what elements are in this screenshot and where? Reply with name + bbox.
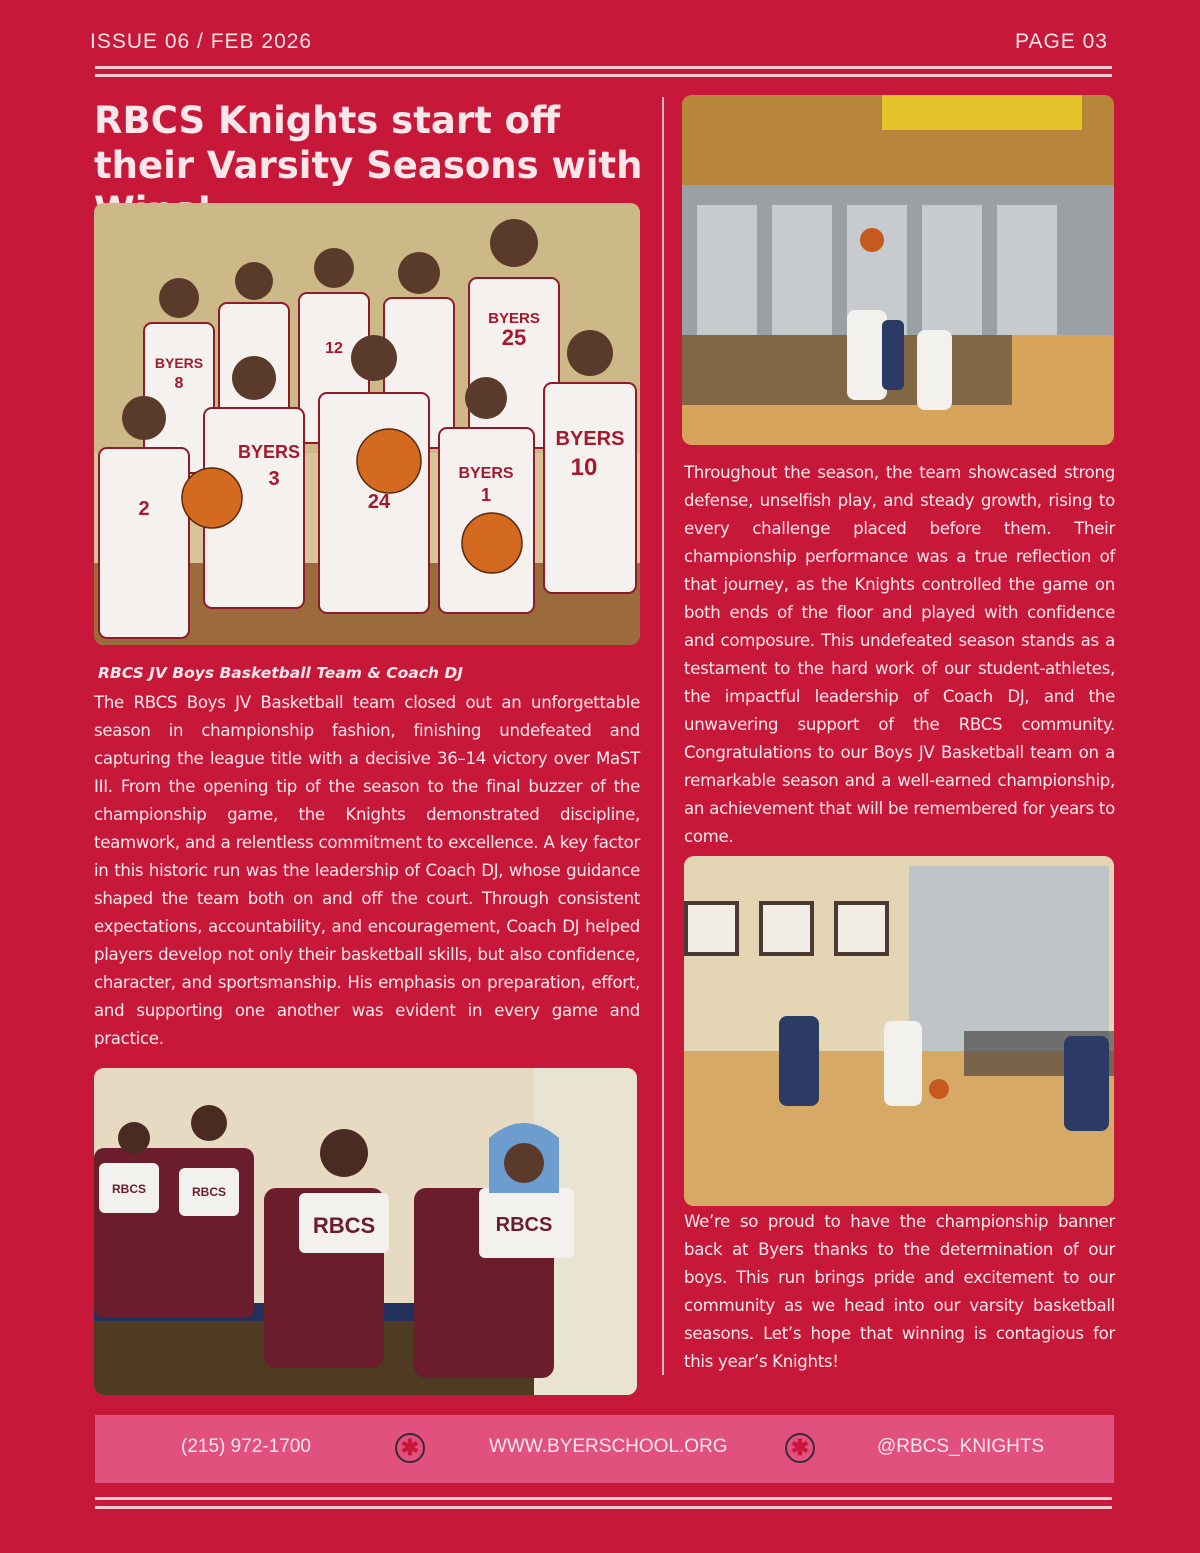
jersey-number: 2 bbox=[138, 498, 150, 520]
cheer-uniform-label: RBCS bbox=[191, 1185, 227, 1199]
jersey-label: BYERS bbox=[458, 465, 514, 482]
team-photo bbox=[94, 203, 640, 645]
jersey-label: BYERS bbox=[488, 310, 540, 327]
jersey-number: 25 bbox=[501, 325, 527, 350]
jersey-number: 1 bbox=[480, 485, 492, 505]
footer-social-handle[interactable]: @RBCS_KNIGHTS bbox=[877, 1436, 1045, 1457]
footer-contact-band bbox=[95, 1415, 1114, 1483]
article-paragraph-3: We’re so proud to have the championship banner back at Byers thanks to the determination of our boys. This run brings pride and excitement to our community as we head into our varsity basketball seasons. Let’s hope that winning is contagious for this year’s Knights! bbox=[684, 1212, 1115, 1371]
article-paragraph-2: Throughout the season, the team showcased strong defense, unselfish play, and steady growth, rising to every challenge placed before them. Their championship performance was a true reflection of that journey, as the Knights controlled the game on both ends of the floor and played with confidence and composure. This undefeated season stands as a testament to the hard work of our student-athletes, the impactful leadership of Coach DJ, and the unwavering support of the RBCS community. Congratulations to our Boys JV Basketball team on a remarkable season and a well-earned championship, an achievement that will be remembered for years to come. bbox=[684, 463, 1115, 846]
jersey-number: 10 bbox=[570, 454, 598, 481]
jersey-number: 12 bbox=[325, 340, 343, 357]
jersey-number: 24 bbox=[367, 491, 391, 513]
cheerleaders-photo bbox=[94, 1068, 637, 1395]
header-rule-bottom bbox=[95, 74, 1112, 77]
jersey-label: BYERS bbox=[154, 355, 204, 371]
page-number: PAGE 03 bbox=[1015, 30, 1108, 53]
footer-rule-bottom bbox=[95, 1506, 1112, 1509]
jersey-number: 8 bbox=[174, 375, 184, 392]
article-paragraph-1: The RBCS Boys JV Basketball team closed out an unforgettable season in championship fashion, finishing undefeated and capturing the league title with a decisive 36–14 victory over MaST III. From the opening tip of the season to the final buzzer of the championship game, the Knights demonstrated discipline, teamwork, and a relentless commitment to excellence. A key factor in this historic run was the leadership of Coach DJ, whose guidance shaped the team both on and off the court. Through consistent expectations, accountability, and encouragement, Coach DJ helped players develop not only their basketball skills, but also confidence, character, and sportsmanship. His emphasis on preparation, effort, and supporting one another was evident in every game and practice. bbox=[94, 693, 640, 1048]
game-action-photo-2 bbox=[684, 856, 1114, 1206]
column-divider bbox=[662, 97, 664, 1375]
cheer-uniform-label: RBCS bbox=[312, 1213, 376, 1238]
header-rule-top bbox=[95, 66, 1112, 69]
asterisk-circle-icon: ✱ bbox=[785, 1433, 815, 1463]
photo-caption: RBCS JV Boys Basketball Team & Coach DJ bbox=[98, 664, 463, 682]
jersey-label: BYERS bbox=[555, 428, 625, 450]
issue-label: ISSUE 06 / FEB 2026 bbox=[90, 30, 313, 53]
asterisk-circle-icon: ✱ bbox=[395, 1433, 425, 1463]
footer-phone[interactable]: (215) 972-1700 bbox=[181, 1436, 311, 1457]
game-action-photo-1 bbox=[682, 95, 1114, 445]
jersey-label: BYERS bbox=[237, 442, 301, 462]
article-title: RBCS Knights start off their Varsity Seasons with bbox=[94, 99, 643, 187]
footer-website-link[interactable]: WWW.BYERSCHOOL.ORG bbox=[489, 1436, 728, 1457]
cheer-uniform-label: RBCS bbox=[111, 1182, 147, 1196]
jersey-number: 3 bbox=[268, 468, 280, 490]
footer-rule-top bbox=[95, 1497, 1112, 1500]
cheer-uniform-label: RBCS bbox=[495, 1214, 553, 1236]
